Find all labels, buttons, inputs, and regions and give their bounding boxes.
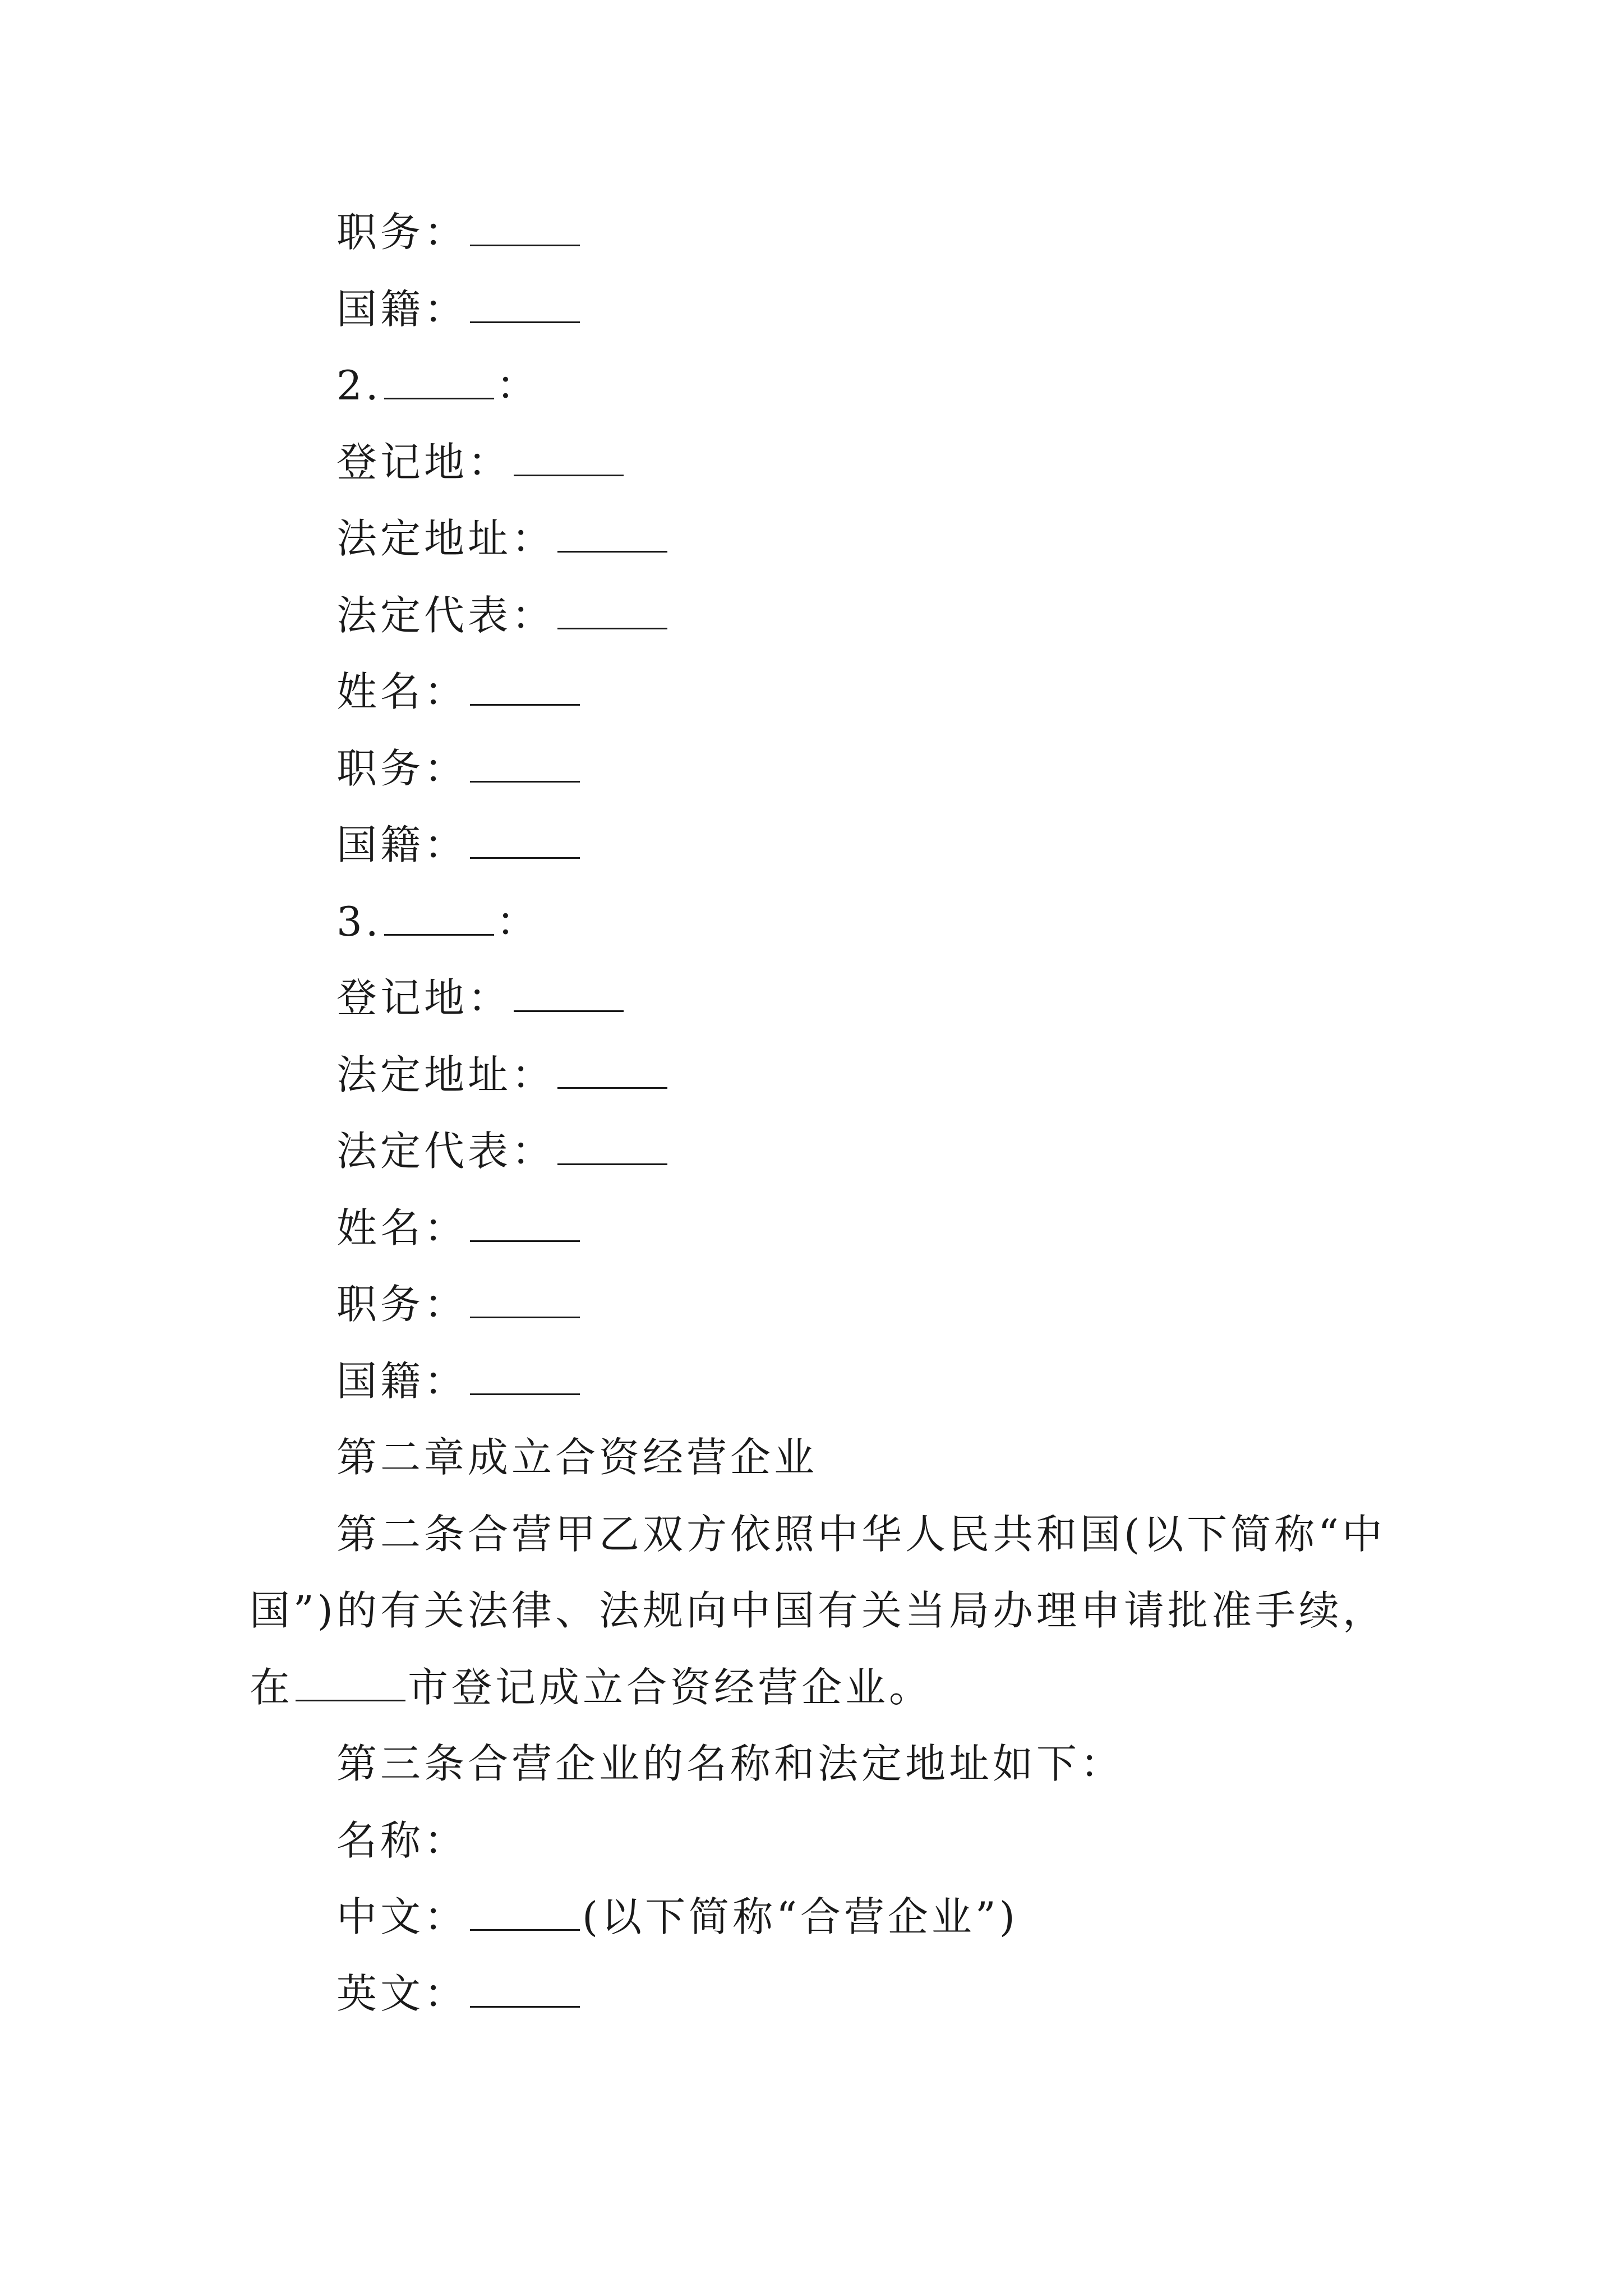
blank-underline <box>470 1276 580 1318</box>
legal-rep-field-2: 法定代表： <box>250 577 1422 654</box>
english-name-field: 英文： <box>250 1955 1422 2032</box>
legal-address-field-3: 法定地址： <box>250 1037 1422 1114</box>
blank-underline <box>557 1047 667 1089</box>
blank-underline <box>384 357 494 399</box>
position-field-3: 职务： <box>250 1266 1422 1343</box>
nationality-field-2: 国籍： <box>250 807 1422 884</box>
company-name-label: 名称： <box>336 1816 468 1864</box>
name-field-3: 姓名： <box>250 1190 1422 1267</box>
party-2-heading: 2. ： <box>250 347 1422 424</box>
name-field-2: 姓名： <box>250 654 1422 730</box>
registration-field-2: 登记地： <box>250 424 1422 501</box>
blank-underline <box>470 1966 580 2008</box>
registration-field-3: 登记地： <box>250 960 1422 1037</box>
blank-underline <box>296 1659 405 1701</box>
legal-rep-field-3: 法定代表： <box>250 1113 1422 1190</box>
blank-underline <box>470 1353 580 1395</box>
blank-underline <box>470 204 580 246</box>
blank-underline <box>470 740 580 783</box>
chinese-name-field: 中文： (以下简称“合营企业”) <box>250 1879 1422 1955</box>
blank-underline <box>557 1123 667 1165</box>
blank-underline <box>384 894 494 936</box>
article-3-heading: 第三条合营企业的名称和法定地址如下： <box>336 1740 1124 1787</box>
position-field-2: 职务： <box>250 730 1422 807</box>
contract-body <box>250 194 1422 2032</box>
article-2-line-2: 国”)的有关法律、法规向中国有关当局办理申请批准手续， <box>250 1587 1386 1634</box>
blank-underline <box>514 434 624 476</box>
blank-underline <box>557 587 667 629</box>
legal-address-field-2: 法定地址： <box>250 500 1422 577</box>
nationality-field-1: 国籍： <box>250 271 1422 348</box>
blank-underline <box>557 510 667 553</box>
blank-underline <box>470 664 580 706</box>
position-field-1: 职务： <box>250 194 1422 271</box>
blank-underline <box>470 817 580 859</box>
blank-underline <box>470 281 580 323</box>
blank-underline <box>514 970 624 1012</box>
blank-underline <box>470 1200 580 1242</box>
party-3-heading: 3. ： <box>250 884 1422 960</box>
article-2-line-1: 第二条合营甲乙双方依照中华人民共和国(以下简称“中 <box>336 1510 1386 1558</box>
blank-underline <box>470 1889 580 1931</box>
article-2-line-3: 在 市登记成立合资经营企业。 <box>250 1649 1422 1726</box>
nationality-field-3: 国籍： <box>250 1343 1422 1420</box>
chapter-title: 第二章成立合资经营企业 <box>336 1434 818 1481</box>
